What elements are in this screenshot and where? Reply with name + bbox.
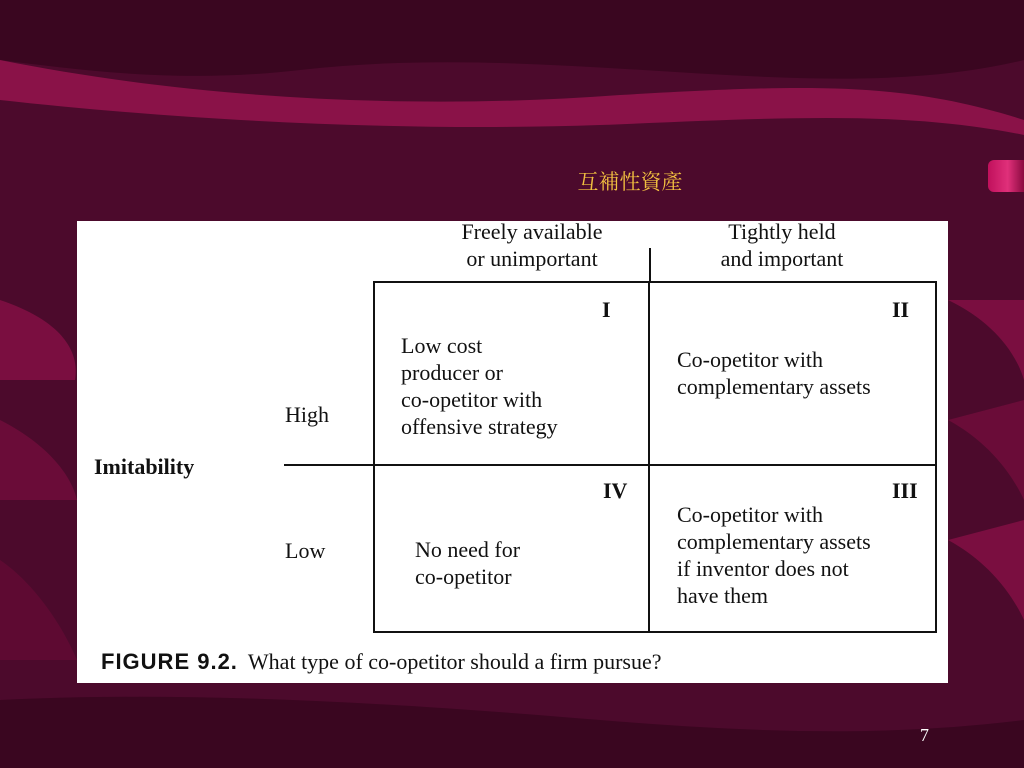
page-number: 7	[920, 725, 929, 745]
column-header-line: Freely available	[461, 219, 603, 244]
quadrant-iii-text	[677, 501, 871, 609]
figure-caption-text: What type of co-opetitor should a firm pursue?	[247, 649, 662, 674]
column-header-line: or unimportant	[466, 246, 598, 271]
row-label-low: Low	[285, 538, 326, 563]
grid-right	[935, 281, 937, 633]
quadrant-i-text	[401, 332, 558, 440]
quadrant-numeral-ii: II	[892, 297, 910, 322]
quadrant-text-line: Co-opetitor with	[677, 347, 824, 372]
imitability-axis-label: Imitability	[94, 454, 195, 479]
grid-left	[373, 281, 375, 633]
figure-number: FIGURE 9.2.	[101, 649, 238, 674]
quadrant-text-line: Co-opetitor with	[677, 502, 824, 527]
quadrant-numeral-iv: IV	[603, 478, 628, 503]
quadrant-iv-text	[415, 536, 520, 590]
grid-bottom	[373, 631, 937, 633]
row-label-high: High	[285, 402, 329, 427]
coopetitor-matrix-figure	[77, 221, 948, 683]
column-header-line: Tightly held	[728, 219, 836, 244]
grid-middle-vertical	[648, 281, 650, 633]
column-header-line: and important	[720, 246, 844, 271]
grid-middle-horizontal	[284, 464, 937, 466]
quadrant-text-line: complementary assets	[677, 374, 871, 399]
figure-caption	[101, 649, 662, 675]
quadrant-text-line: offensive strategy	[401, 414, 558, 439]
quadrant-text-line: co-opetitor with	[401, 387, 543, 412]
column-header-tightly-held	[667, 218, 897, 272]
slide-title: 互補性資產	[577, 170, 683, 194]
column-header-freely-available	[417, 218, 647, 272]
quadrant-text-line: if inventor does not	[677, 556, 849, 581]
quadrant-numeral-iii: III	[892, 478, 918, 503]
quadrant-text-line: have them	[677, 583, 769, 608]
quadrant-text-line: producer or	[401, 360, 504, 385]
grid-top	[373, 281, 937, 283]
quadrant-text-line: complementary assets	[677, 529, 871, 554]
quadrant-numeral-i: I	[602, 297, 611, 322]
quadrant-text-line: No need for	[415, 537, 521, 562]
quadrant-text-line: co-opetitor	[415, 564, 512, 589]
quadrant-text-line: Low cost	[401, 333, 483, 358]
divider-header	[649, 248, 651, 281]
quadrant-ii-text	[677, 346, 871, 400]
